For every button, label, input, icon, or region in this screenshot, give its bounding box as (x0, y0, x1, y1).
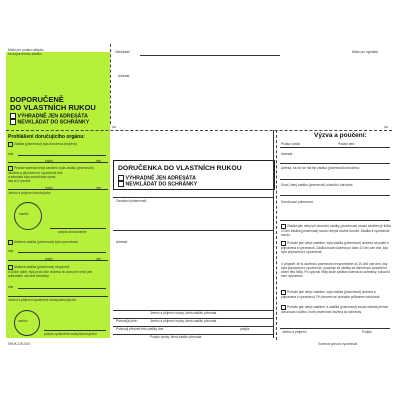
dne-label-4: dne (8, 285, 14, 289)
dne-line-3 (18, 252, 106, 253)
item3-checkbox[interactable] (8, 240, 13, 245)
right-text5: Protože jste nebyl zastižen, a zásilka (písemnost) soudu odeslal přímou doručovací službu, bude písemnost vložena do schránky. (281, 305, 389, 314)
podaci-posta-label: Podací pošta: (281, 142, 301, 146)
sticker-line2: na doporučenou zásilku (8, 52, 42, 56)
right-text4: Protože jste nebyl zastižen, byla zásilka (písemnost) uložena a připravena k vyzvednutí. Při převzetí se prokažte průkazem totožnosti. (281, 290, 381, 299)
receipt-adresat-label: Adresát: (116, 240, 128, 244)
jmeno-dor-label: Jméno a příjmení doručujícího (8, 191, 51, 195)
vyhradne-checkbox[interactable] (10, 113, 16, 119)
green-options (10, 113, 89, 126)
receipt-row5: Podpis osoby, která zásilku převzala (150, 335, 202, 339)
right-text-5 (281, 305, 391, 314)
stamp-circle-2 (14, 310, 40, 336)
dorucovaci-label: Doručovací písemnost: (281, 200, 314, 204)
item4-c: adresátem užívané schránky (8, 274, 49, 278)
item4 (8, 265, 108, 278)
nevkladat-label: NEVKLÁDAT DO SCHRÁNKY (17, 119, 90, 126)
dne-label-3: dne (8, 249, 14, 253)
time-line-3 (8, 260, 108, 261)
right-text3: V případě, že si uloženou písemnost nevyzvednete do 10 dnů ode dne, kdy byla připravena k vyzvednutí, považuje se zásilka za doručenou posledním dnem této lhůty. Po uplynutí lhůty bude zásilka vložena do schránky, pokud to není vyloučeno. (281, 262, 391, 278)
podpis-opr-label: podpis oprávněné osoby/doručujícího (44, 332, 97, 336)
podpis-line-2 (44, 330, 106, 331)
stamp-circle-1 (14, 202, 42, 230)
vyhradne-label: VÝHRADNĚ JEN ADRESÁTA (17, 113, 88, 120)
item3-text: Uložená zásilka (písemnost) byla vyzvednuta (14, 240, 78, 244)
receipt-row3: Jméno a příjmení osoby, která zásilku převzala (150, 319, 217, 323)
min-label-2: min (96, 186, 102, 190)
right-footer-right: Podpis (362, 330, 372, 334)
item2-a: Protože adresát nebyl zastižen, byla zásilka (písemnost) (14, 166, 94, 170)
razitko-label-2: razítko (18, 319, 28, 323)
item1-text: Zásilka (písemnost) byla doručena (vložena) (14, 142, 77, 146)
vyplatne-label: Místo pro výplatné (352, 50, 379, 54)
sticker-line1: Místo pro podací nálepku (8, 48, 44, 52)
hodin-label-2: hodin (45, 186, 53, 190)
fold-line-dashed (6, 130, 392, 131)
receipt-nevkladat-label: NEVKLÁDAT DO SCHRÁNKY (125, 181, 198, 188)
nevkladat-checkbox[interactable] (10, 119, 16, 125)
receipt-option-nevkladat[interactable] (118, 181, 197, 187)
right-footer-line (280, 328, 390, 329)
sender-sticker-place (8, 48, 108, 56)
scissors-icon: ✂ (112, 125, 117, 131)
receipt-row2: Převzal(a) dne: (116, 319, 138, 323)
vyzva-title: Výzva a poučení: (314, 132, 367, 139)
item2-d: aby si ji vyzvedl. (8, 179, 32, 183)
item3 (8, 240, 108, 245)
item2 (8, 166, 108, 183)
time-line-1 (8, 162, 108, 163)
podaci-den-label: Podací den: (338, 142, 356, 146)
time-line-2 (8, 189, 108, 190)
right-adresat-label: Adresát: (281, 152, 293, 156)
item2-b: uložena a připravena k vyzvednutí dne (8, 171, 63, 175)
odesilatel-label: Odesílatel: (115, 50, 131, 54)
dne-line-4 (18, 288, 106, 289)
receipt-nevkladat-checkbox[interactable] (118, 181, 124, 187)
dne-line-1 (18, 155, 106, 156)
receipt-sep-1 (113, 197, 273, 198)
receipt-right-border (273, 130, 274, 338)
title-line2: DO VLASTNÍCH RUKOU (10, 103, 96, 112)
receipt-vyhradne-label: VÝHRADNĚ JEN ADRESÁTA (125, 175, 196, 182)
item4-b: v úložní době, byla proto dne vložena do domovní nebo jiné (8, 270, 93, 274)
right-footer-left: Jméno a příjmení (282, 330, 307, 334)
receipt-row1: Jméno a příjmení osoby, která zásilku převzala (150, 311, 217, 315)
min-label-3: min (96, 257, 102, 261)
razitko-label-1: razítko (19, 212, 29, 216)
soud-line (280, 195, 390, 196)
hodin-label-3: hodin (45, 257, 53, 261)
right-text-4 (281, 290, 391, 299)
scissors-icon-right: ✂ (384, 125, 389, 131)
right-text1: Zásilka jste nebyl při doručení zásilky (písemnost) soudu zastižen je lhůta 10 dní zásilka (písemnost) soudu nebyla možné doručit. Zásilka k vyzvednutí soudu. (281, 224, 391, 237)
podaci-line (280, 147, 390, 148)
prohlaseni-title: Prohlášení doručujícího orgánu: (8, 134, 85, 140)
bottom-code-right: Vzorová výzva k vyzvednutí (318, 342, 358, 346)
dorucovaci-line (280, 220, 390, 221)
right-adresat-line (280, 163, 390, 164)
option-nevkladat[interactable] (10, 119, 89, 125)
right-dashed-divider (276, 130, 277, 340)
receipt-podpis: podpis (240, 327, 250, 331)
right-text-2 (281, 241, 391, 254)
receipt-options (118, 175, 197, 188)
podpis-dor-label: podpis doručovatele (58, 230, 87, 234)
adresa-line (280, 179, 390, 180)
receipt-sep-2 (113, 230, 273, 231)
hodin-label-1: hodin (45, 159, 53, 163)
min-label-1: min (96, 159, 102, 163)
item4-a: Uložená zásilka (písemnost) nevyzvedl (14, 265, 70, 269)
right-text2: Protože jste nebyl zastižen, byla zásilka (písemnost) uložena na poště a připravena k vyzvednutí. Zásilka bude uložena po dobu 10 dní ode dne, kdy byla připravena k vyzvednutí. (281, 241, 389, 254)
receipt-vyhradne-checkbox[interactable] (118, 175, 124, 181)
odesilatel-line (140, 55, 280, 56)
top-dashed-divider (110, 44, 111, 124)
bottom-code-left: SHUK-100-000 (8, 342, 30, 346)
jmeno-opravneni-label: Jméno a příjmení oprávněné osoby/doručujícího (8, 298, 77, 302)
dne-label-1: dne (8, 152, 14, 156)
adresa-line-label: Adresa, na níž se má být zásilka (písemnost) doručena: (281, 166, 360, 170)
receipt-title: DORUČENKA DO VLASTNÍCH RUKOU (118, 165, 242, 172)
doporucene-title (10, 96, 96, 112)
item1 (8, 142, 108, 147)
podpis-line-1 (50, 228, 106, 229)
soud-label: Soud, který zásilku (písemnost) odesílá k doručení: (281, 183, 354, 187)
adresat-label-top: Adresát: (118, 74, 130, 78)
item2-c: a adresáta byla zanechána výzva, (8, 175, 57, 179)
oznaceni-label: Označení písemnosti: (116, 199, 147, 203)
right-text-1 (281, 224, 391, 237)
receipt-row4: Potvrzuji převzetí této zásilky dne (116, 327, 164, 331)
jmeno-line-4 (8, 296, 108, 297)
item1-checkbox[interactable] (8, 142, 13, 147)
title-line1: DOPORUČENĚ (10, 95, 64, 104)
right-text-3 (281, 262, 391, 278)
